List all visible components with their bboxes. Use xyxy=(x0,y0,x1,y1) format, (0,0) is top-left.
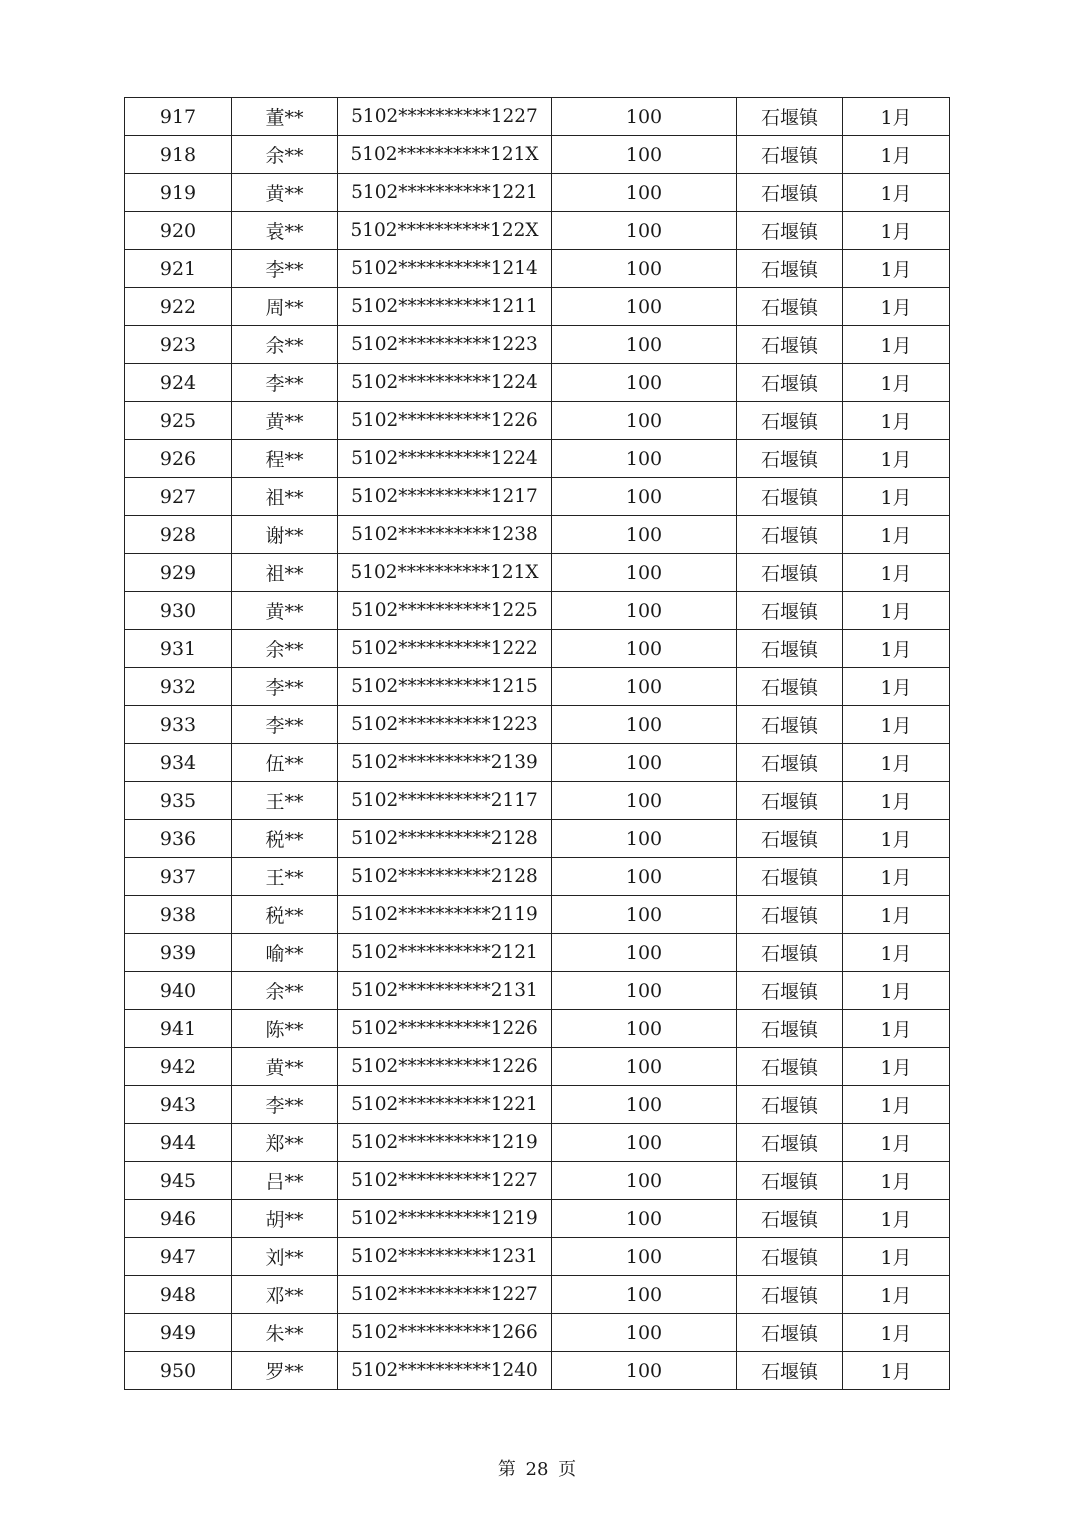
name-cell: 邓** xyxy=(232,1276,338,1314)
month-cell: 1月 xyxy=(843,212,950,250)
table-row xyxy=(125,858,950,896)
row-number-cell: 919 xyxy=(125,174,232,212)
id-number-cell: 5102**********1222 xyxy=(338,630,552,668)
name-cell: 袁** xyxy=(232,212,338,250)
month-cell: 1月 xyxy=(843,98,950,136)
table-row xyxy=(125,782,950,820)
town-cell: 石堰镇 xyxy=(737,630,843,668)
id-number-cell: 5102**********1227 xyxy=(338,1162,552,1200)
row-number-cell: 946 xyxy=(125,1200,232,1238)
month-cell: 1月 xyxy=(843,820,950,858)
town-cell: 石堰镇 xyxy=(737,402,843,440)
month-cell: 1月 xyxy=(843,1162,950,1200)
row-number-cell: 943 xyxy=(125,1086,232,1124)
id-number-cell: 5102**********2128 xyxy=(338,820,552,858)
month-cell: 1月 xyxy=(843,136,950,174)
name-cell: 祖** xyxy=(232,554,338,592)
amount-cell: 100 xyxy=(552,858,737,896)
month-cell: 1月 xyxy=(843,174,950,212)
row-number-cell: 940 xyxy=(125,972,232,1010)
month-cell: 1月 xyxy=(843,668,950,706)
amount-cell: 100 xyxy=(552,1314,737,1352)
row-number-cell: 936 xyxy=(125,820,232,858)
id-number-cell: 5102**********1238 xyxy=(338,516,552,554)
table-row xyxy=(125,250,950,288)
id-number-cell: 5102**********1215 xyxy=(338,668,552,706)
month-cell: 1月 xyxy=(843,896,950,934)
name-cell: 李** xyxy=(232,364,338,402)
table-row xyxy=(125,668,950,706)
name-cell: 李** xyxy=(232,706,338,744)
amount-cell: 100 xyxy=(552,212,737,250)
id-number-cell: 5102**********1266 xyxy=(338,1314,552,1352)
town-cell: 石堰镇 xyxy=(737,326,843,364)
town-cell: 石堰镇 xyxy=(737,1200,843,1238)
town-cell: 石堰镇 xyxy=(737,554,843,592)
table-row xyxy=(125,136,950,174)
row-number-cell: 928 xyxy=(125,516,232,554)
month-cell: 1月 xyxy=(843,1314,950,1352)
id-number-cell: 5102**********1226 xyxy=(338,1010,552,1048)
month-cell: 1月 xyxy=(843,554,950,592)
amount-cell: 100 xyxy=(552,1010,737,1048)
amount-cell: 100 xyxy=(552,1276,737,1314)
amount-cell: 100 xyxy=(552,1200,737,1238)
row-number-cell: 925 xyxy=(125,402,232,440)
table-row xyxy=(125,934,950,972)
town-cell: 石堰镇 xyxy=(737,288,843,326)
month-cell: 1月 xyxy=(843,250,950,288)
town-cell: 石堰镇 xyxy=(737,1086,843,1124)
name-cell: 李** xyxy=(232,250,338,288)
table-row xyxy=(125,972,950,1010)
table-row xyxy=(125,554,950,592)
id-number-cell: 5102**********2117 xyxy=(338,782,552,820)
town-cell: 石堰镇 xyxy=(737,820,843,858)
amount-cell: 100 xyxy=(552,1048,737,1086)
amount-cell: 100 xyxy=(552,1162,737,1200)
table-row xyxy=(125,402,950,440)
table-row xyxy=(125,1048,950,1086)
name-cell: 余** xyxy=(232,630,338,668)
amount-cell: 100 xyxy=(552,1238,737,1276)
row-number-cell: 923 xyxy=(125,326,232,364)
table-row xyxy=(125,516,950,554)
town-cell: 石堰镇 xyxy=(737,212,843,250)
id-number-cell: 5102**********1223 xyxy=(338,326,552,364)
row-number-cell: 942 xyxy=(125,1048,232,1086)
name-cell: 刘** xyxy=(232,1238,338,1276)
month-cell: 1月 xyxy=(843,782,950,820)
month-cell: 1月 xyxy=(843,402,950,440)
month-cell: 1月 xyxy=(843,592,950,630)
town-cell: 石堰镇 xyxy=(737,1314,843,1352)
month-cell: 1月 xyxy=(843,1352,950,1390)
town-cell: 石堰镇 xyxy=(737,972,843,1010)
amount-cell: 100 xyxy=(552,896,737,934)
row-number-cell: 917 xyxy=(125,98,232,136)
month-cell: 1月 xyxy=(843,1200,950,1238)
name-cell: 陈** xyxy=(232,1010,338,1048)
page-number: 第 28 页 xyxy=(497,1459,577,1480)
month-cell: 1月 xyxy=(843,1276,950,1314)
month-cell: 1月 xyxy=(843,858,950,896)
amount-cell: 100 xyxy=(552,440,737,478)
table-row xyxy=(125,1238,950,1276)
id-number-cell: 5102**********1224 xyxy=(338,440,552,478)
row-number-cell: 934 xyxy=(125,744,232,782)
name-cell: 董** xyxy=(232,98,338,136)
table-row xyxy=(125,478,950,516)
town-cell: 石堰镇 xyxy=(737,1048,843,1086)
row-number-cell: 922 xyxy=(125,288,232,326)
table-row xyxy=(125,706,950,744)
month-cell: 1月 xyxy=(843,1010,950,1048)
town-cell: 石堰镇 xyxy=(737,782,843,820)
town-cell: 石堰镇 xyxy=(737,668,843,706)
town-cell: 石堰镇 xyxy=(737,1010,843,1048)
name-cell: 王** xyxy=(232,858,338,896)
town-cell: 石堰镇 xyxy=(737,136,843,174)
month-cell: 1月 xyxy=(843,934,950,972)
row-number-cell: 944 xyxy=(125,1124,232,1162)
table-row xyxy=(125,440,950,478)
name-cell: 郑** xyxy=(232,1124,338,1162)
table-row xyxy=(125,1162,950,1200)
row-number-cell: 924 xyxy=(125,364,232,402)
table-row xyxy=(125,1314,950,1352)
row-number-cell: 931 xyxy=(125,630,232,668)
amount-cell: 100 xyxy=(552,98,737,136)
id-number-cell: 5102**********1225 xyxy=(338,592,552,630)
table-row xyxy=(125,1010,950,1048)
row-number-cell: 947 xyxy=(125,1238,232,1276)
table-row xyxy=(125,896,950,934)
month-cell: 1月 xyxy=(843,516,950,554)
name-cell: 王** xyxy=(232,782,338,820)
month-cell: 1月 xyxy=(843,1048,950,1086)
amount-cell: 100 xyxy=(552,1124,737,1162)
name-cell: 伍** xyxy=(232,744,338,782)
month-cell: 1月 xyxy=(843,1124,950,1162)
town-cell: 石堰镇 xyxy=(737,364,843,402)
row-number-cell: 945 xyxy=(125,1162,232,1200)
table-row xyxy=(125,1352,950,1390)
id-number-cell: 5102**********121X xyxy=(338,554,552,592)
row-number-cell: 948 xyxy=(125,1276,232,1314)
amount-cell: 100 xyxy=(552,972,737,1010)
amount-cell: 100 xyxy=(552,250,737,288)
table-row xyxy=(125,820,950,858)
name-cell: 黄** xyxy=(232,174,338,212)
id-number-cell: 5102**********1217 xyxy=(338,478,552,516)
table-row xyxy=(125,174,950,212)
name-cell: 吕** xyxy=(232,1162,338,1200)
town-cell: 石堰镇 xyxy=(737,1124,843,1162)
amount-cell: 100 xyxy=(552,516,737,554)
table-row xyxy=(125,288,950,326)
town-cell: 石堰镇 xyxy=(737,440,843,478)
town-cell: 石堰镇 xyxy=(737,1276,843,1314)
row-number-cell: 938 xyxy=(125,896,232,934)
id-number-cell: 5102**********1223 xyxy=(338,706,552,744)
amount-cell: 100 xyxy=(552,478,737,516)
amount-cell: 100 xyxy=(552,288,737,326)
month-cell: 1月 xyxy=(843,706,950,744)
row-number-cell: 927 xyxy=(125,478,232,516)
id-number-cell: 5102**********1227 xyxy=(338,98,552,136)
month-cell: 1月 xyxy=(843,326,950,364)
id-number-cell: 5102**********121X xyxy=(338,136,552,174)
id-number-cell: 5102**********1221 xyxy=(338,1086,552,1124)
roster-table xyxy=(124,97,950,1390)
table-row xyxy=(125,630,950,668)
town-cell: 石堰镇 xyxy=(737,744,843,782)
name-cell: 朱** xyxy=(232,1314,338,1352)
month-cell: 1月 xyxy=(843,1238,950,1276)
town-cell: 石堰镇 xyxy=(737,934,843,972)
town-cell: 石堰镇 xyxy=(737,896,843,934)
amount-cell: 100 xyxy=(552,820,737,858)
id-number-cell: 5102**********2119 xyxy=(338,896,552,934)
table-row xyxy=(125,1124,950,1162)
amount-cell: 100 xyxy=(552,630,737,668)
name-cell: 祖** xyxy=(232,478,338,516)
id-number-cell: 5102**********1224 xyxy=(338,364,552,402)
row-number-cell: 933 xyxy=(125,706,232,744)
amount-cell: 100 xyxy=(552,782,737,820)
table-row xyxy=(125,1200,950,1238)
month-cell: 1月 xyxy=(843,288,950,326)
town-cell: 石堰镇 xyxy=(737,516,843,554)
table-row xyxy=(125,744,950,782)
name-cell: 罗** xyxy=(232,1352,338,1390)
amount-cell: 100 xyxy=(552,174,737,212)
town-cell: 石堰镇 xyxy=(737,174,843,212)
month-cell: 1月 xyxy=(843,972,950,1010)
row-number-cell: 937 xyxy=(125,858,232,896)
name-cell: 黄** xyxy=(232,402,338,440)
table-row xyxy=(125,364,950,402)
amount-cell: 100 xyxy=(552,744,737,782)
id-number-cell: 5102**********1219 xyxy=(338,1200,552,1238)
amount-cell: 100 xyxy=(552,136,737,174)
name-cell: 黄** xyxy=(232,592,338,630)
id-number-cell: 5102**********1226 xyxy=(338,402,552,440)
name-cell: 税** xyxy=(232,820,338,858)
name-cell: 周** xyxy=(232,288,338,326)
name-cell: 胡** xyxy=(232,1200,338,1238)
name-cell: 余** xyxy=(232,136,338,174)
row-number-cell: 932 xyxy=(125,668,232,706)
town-cell: 石堰镇 xyxy=(737,858,843,896)
table-row xyxy=(125,1086,950,1124)
month-cell: 1月 xyxy=(843,440,950,478)
month-cell: 1月 xyxy=(843,1086,950,1124)
id-number-cell: 5102**********1221 xyxy=(338,174,552,212)
amount-cell: 100 xyxy=(552,592,737,630)
row-number-cell: 935 xyxy=(125,782,232,820)
month-cell: 1月 xyxy=(843,364,950,402)
id-number-cell: 5102**********1226 xyxy=(338,1048,552,1086)
month-cell: 1月 xyxy=(843,478,950,516)
amount-cell: 100 xyxy=(552,1352,737,1390)
name-cell: 程** xyxy=(232,440,338,478)
town-cell: 石堰镇 xyxy=(737,592,843,630)
id-number-cell: 5102**********1227 xyxy=(338,1276,552,1314)
row-number-cell: 930 xyxy=(125,592,232,630)
row-number-cell: 950 xyxy=(125,1352,232,1390)
month-cell: 1月 xyxy=(843,630,950,668)
id-number-cell: 5102**********1219 xyxy=(338,1124,552,1162)
town-cell: 石堰镇 xyxy=(737,98,843,136)
id-number-cell: 5102**********1211 xyxy=(338,288,552,326)
amount-cell: 100 xyxy=(552,1086,737,1124)
table-row xyxy=(125,98,950,136)
row-number-cell: 949 xyxy=(125,1314,232,1352)
roster-table-body xyxy=(125,98,950,1390)
town-cell: 石堰镇 xyxy=(737,1352,843,1390)
id-number-cell: 5102**********1214 xyxy=(338,250,552,288)
name-cell: 余** xyxy=(232,326,338,364)
name-cell: 李** xyxy=(232,668,338,706)
id-number-cell: 5102**********122X xyxy=(338,212,552,250)
town-cell: 石堰镇 xyxy=(737,1238,843,1276)
id-number-cell: 5102**********1240 xyxy=(338,1352,552,1390)
month-cell: 1月 xyxy=(843,744,950,782)
amount-cell: 100 xyxy=(552,364,737,402)
amount-cell: 100 xyxy=(552,706,737,744)
id-number-cell: 5102**********2128 xyxy=(338,858,552,896)
town-cell: 石堰镇 xyxy=(737,1162,843,1200)
row-number-cell: 921 xyxy=(125,250,232,288)
row-number-cell: 926 xyxy=(125,440,232,478)
table-row xyxy=(125,592,950,630)
name-cell: 余** xyxy=(232,972,338,1010)
row-number-cell: 920 xyxy=(125,212,232,250)
name-cell: 谢** xyxy=(232,516,338,554)
id-number-cell: 5102**********2131 xyxy=(338,972,552,1010)
row-number-cell: 941 xyxy=(125,1010,232,1048)
id-number-cell: 5102**********1231 xyxy=(338,1238,552,1276)
table-row xyxy=(125,326,950,364)
row-number-cell: 918 xyxy=(125,136,232,174)
name-cell: 黄** xyxy=(232,1048,338,1086)
table-row xyxy=(125,1276,950,1314)
name-cell: 税** xyxy=(232,896,338,934)
amount-cell: 100 xyxy=(552,668,737,706)
town-cell: 石堰镇 xyxy=(737,478,843,516)
town-cell: 石堰镇 xyxy=(737,250,843,288)
id-number-cell: 5102**********2121 xyxy=(338,934,552,972)
town-cell: 石堰镇 xyxy=(737,706,843,744)
name-cell: 李** xyxy=(232,1086,338,1124)
row-number-cell: 939 xyxy=(125,934,232,972)
row-number-cell: 929 xyxy=(125,554,232,592)
table-row xyxy=(125,212,950,250)
amount-cell: 100 xyxy=(552,554,737,592)
amount-cell: 100 xyxy=(552,934,737,972)
amount-cell: 100 xyxy=(552,402,737,440)
name-cell: 喻** xyxy=(232,934,338,972)
amount-cell: 100 xyxy=(552,326,737,364)
id-number-cell: 5102**********2139 xyxy=(338,744,552,782)
